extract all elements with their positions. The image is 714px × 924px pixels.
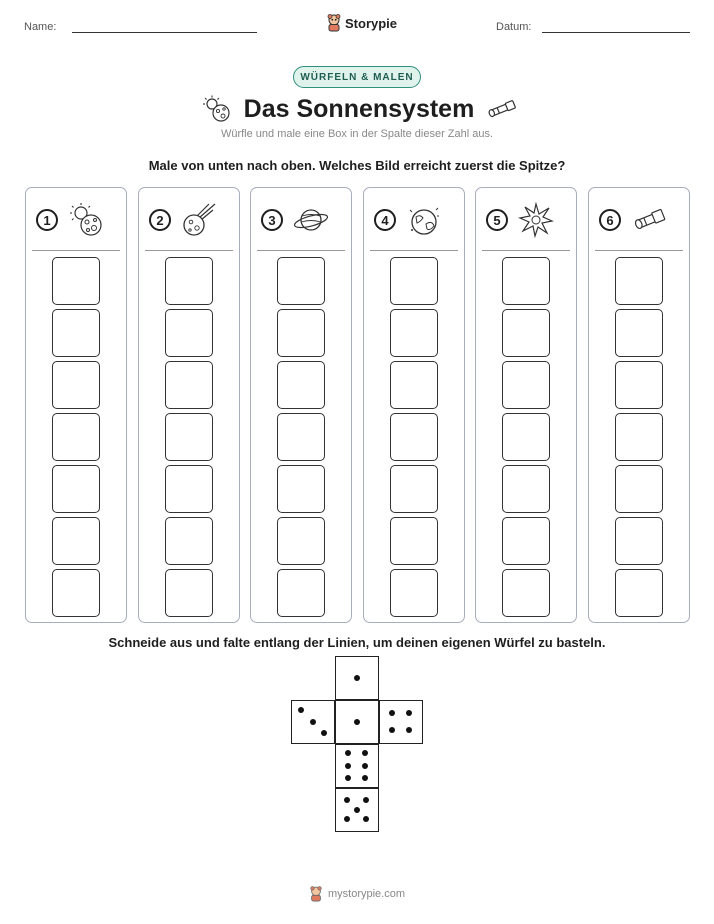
color-box[interactable] [165,257,213,305]
color-box[interactable] [277,257,325,305]
dice-face-lower [335,744,379,788]
color-box[interactable] [165,413,213,461]
column-4 [363,187,465,623]
column-number: 3 [261,209,283,231]
color-box[interactable] [52,413,100,461]
color-box[interactable] [277,465,325,513]
instruction: Male von unten nach oben. Welches Bild erreicht zuerst die Spitze? [148,158,566,173]
telescope-icon [631,202,667,238]
color-box[interactable] [615,257,663,305]
dice-pip [354,719,360,725]
brand-name: Storypie [345,15,398,31]
color-box[interactable] [52,309,100,357]
color-box[interactable] [502,413,550,461]
color-box[interactable] [277,309,325,357]
color-box[interactable] [52,517,100,565]
brand-logo [326,14,397,32]
page-title: Das Sonnensystem [243,94,475,123]
color-box[interactable] [502,517,550,565]
dice-pip [345,750,351,756]
column-divider [595,250,683,251]
color-box[interactable] [390,413,438,461]
color-box[interactable] [390,257,438,305]
color-box[interactable] [615,361,663,409]
column-6 [588,187,690,623]
dice-pip [354,675,360,681]
column-number: 2 [149,209,171,231]
column-header [599,202,681,238]
color-box[interactable] [502,309,550,357]
footer-url[interactable]: mystorypie.com [327,888,406,900]
color-box[interactable] [502,569,550,617]
column-number: 1 [36,209,58,231]
dice-face-top [335,656,379,700]
dice-pip [345,763,351,769]
column-2 [138,187,240,623]
column-3 [250,187,352,623]
dice-pip [344,797,350,803]
earth-icon [406,202,442,238]
footer [0,886,714,902]
cut-instruction: Schneide aus und falte entlang der Linien, um deinen eigenen Würfel zu basteln. [108,635,606,650]
ringed-planet-icon [293,202,329,238]
dice-pip [354,807,360,813]
color-box[interactable] [52,257,100,305]
star-burst-icon [518,202,554,238]
color-box[interactable] [615,517,663,565]
dice-pip [363,816,369,822]
column-divider [370,250,458,251]
dice-face-bottom [335,788,379,832]
column-divider [145,250,233,251]
column-divider [482,250,570,251]
column-header [374,202,456,238]
dice-pip [345,775,351,781]
color-box[interactable] [277,569,325,617]
column-header [36,202,118,238]
column-divider [32,250,120,251]
title-row [200,92,520,126]
color-box[interactable] [390,517,438,565]
color-box[interactable] [502,361,550,409]
subtitle: Würfle und male eine Box in der Spalte dieser Zahl aus. [220,128,494,140]
dice-pip [310,719,316,725]
dice-face-left [291,700,335,744]
color-box[interactable] [165,361,213,409]
dice-pip [406,727,412,733]
dice-pip [321,730,327,736]
storypie-footer-logo-icon [309,886,323,902]
color-box[interactable] [615,465,663,513]
storypie-logo-icon [326,14,342,32]
color-box[interactable] [277,361,325,409]
color-box[interactable] [52,465,100,513]
dice-face-center [335,700,379,744]
comet-icon [181,202,217,238]
color-box[interactable] [165,517,213,565]
color-box[interactable] [390,465,438,513]
name-label: Name: [24,21,57,33]
dice-pip [344,816,350,822]
activity-badge: WÜRFELN & MALEN [293,66,421,88]
color-box[interactable] [165,309,213,357]
column-header [486,202,568,238]
column-divider [257,250,345,251]
column-1 [25,187,127,623]
dice-pip [362,750,368,756]
dice-pip [389,710,395,716]
dice-pip [389,727,395,733]
color-box[interactable] [165,465,213,513]
column-number: 4 [374,209,396,231]
date-label: Datum: [496,21,532,33]
telescope-icon [486,99,518,119]
color-box[interactable] [165,569,213,617]
column-number: 6 [599,209,621,231]
dice-pip [363,797,369,803]
date-line[interactable] [542,32,690,33]
dice-face-right [379,700,423,744]
color-box[interactable] [390,309,438,357]
color-box[interactable] [390,361,438,409]
color-box[interactable] [615,569,663,617]
dice-pip [362,763,368,769]
sun-planet-icon [202,95,232,123]
color-box[interactable] [615,309,663,357]
color-box[interactable] [390,569,438,617]
color-box[interactable] [52,569,100,617]
name-line[interactable] [72,32,257,33]
color-box[interactable] [277,517,325,565]
color-box[interactable] [277,413,325,461]
dice-pip [406,710,412,716]
dice-pip [298,707,304,713]
column-number: 5 [486,209,508,231]
column-header [149,202,231,238]
sun-and-moon-icon [68,202,104,238]
column-header [261,202,343,238]
color-box[interactable] [502,465,550,513]
color-box[interactable] [615,413,663,461]
color-box[interactable] [502,257,550,305]
column-5 [475,187,577,623]
color-box[interactable] [52,361,100,409]
dice-pip [362,775,368,781]
